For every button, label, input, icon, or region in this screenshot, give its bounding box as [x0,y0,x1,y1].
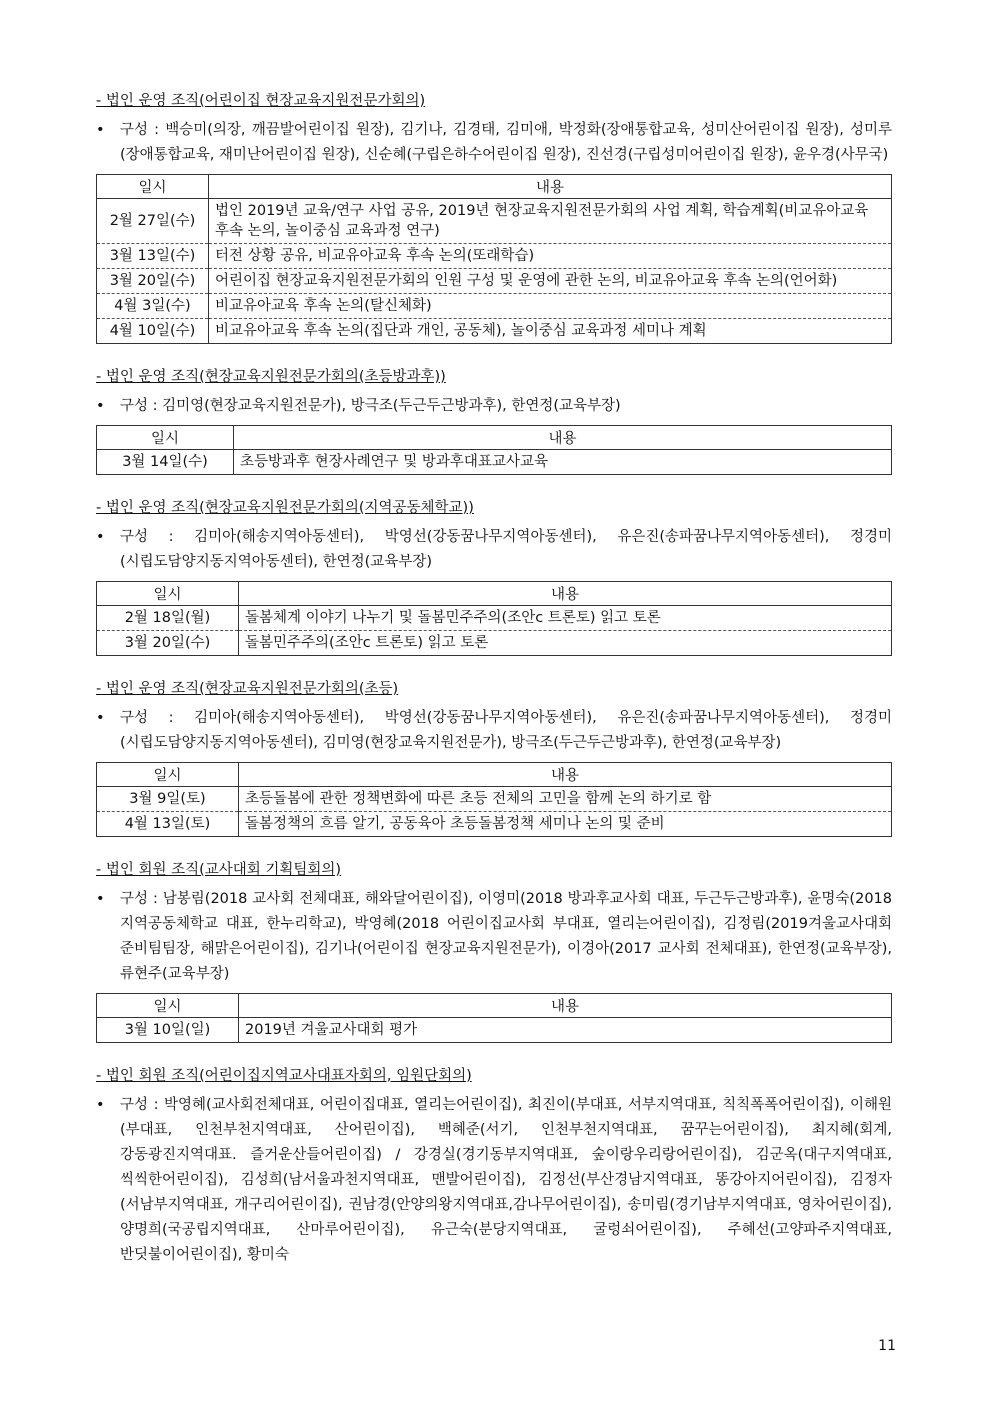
row-content: 초등방과후 현장사례연구 및 방과후대표교사교육 [240,454,548,470]
row-date: 3월 14일(수) [97,450,234,475]
table-header-row [97,582,892,606]
header-content: 내용 [209,175,892,199]
section [96,859,892,1043]
row-date: 3월 10일(일) [97,1018,239,1043]
section [96,1065,892,1268]
section [96,678,892,837]
row-date: 3월 9일(토) [97,787,239,812]
section-title: - 법인 운영 조직(현장교육지원전문가회의(지역공동체학교)) [96,500,474,516]
section [96,497,892,656]
section [96,90,892,344]
table-row [97,787,892,812]
row-content: 2019년 겨울교사대회 평가 [245,1022,418,1038]
table-header-row [97,994,892,1018]
members-list: • 구성 : 남봉림(2018 교사회 전체대표, 해와달어린이집), 이영미(2018 방과후교사회 대표, 두근두근방과후), 윤명숙(2018 지역공동체학교 대표, 한누리학교), 박영혜(2018 어린이집교사회 부대표, 열리는어린이집), 김정림(2019겨울교사대회 준비팀팀장, 해맑은어린이집), 김기나(어린이집 현장교육지원전문가), 이경아(2017 교사회 전체대표), 한연정(교육부장), 류현주(교육부장) [96,887,892,987]
header-date: 일시 [97,582,239,606]
row-content: 법인 2019년 교육/연구 사업 공유, 2019년 현장교육지원전문가회의 사업 계획, 학습계획(비교유아교육 후속 논의, 놀이중심 교육과정 연구) [209,199,892,244]
page-number: 11 [878,1338,896,1354]
row-date: 4월 10일(수) [97,319,209,344]
schedule-table [96,174,892,344]
table-row [97,294,892,319]
row-content: 터전 상황 공유, 비교유아교육 후속 논의(또래학습) [209,244,892,269]
section-title: - 법인 회원 조직(어린이집지역교사대표자회의, 임원단회의) [96,1068,472,1084]
table-header-row [97,426,892,450]
schedule-table [96,581,892,656]
row-content: 돌봄정책의 흐름 알기, 공동육아 초등돌봄정책 세미나 논의 및 준비 [245,816,665,832]
header-date: 일시 [97,175,209,199]
header-content: 내용 [234,426,892,450]
table-header-row [97,763,892,787]
section-title: - 법인 운영 조직(어린이집 현장교육지원전문가회의) [96,93,426,109]
header-content: 내용 [239,582,892,606]
table-row [97,450,892,475]
schedule-table [96,425,892,475]
header-date: 일시 [97,426,234,450]
row-date: 2월 27일(수) [97,199,209,244]
row-date: 3월 20일(수) [97,269,209,294]
row-date: 2월 18일(월) [97,606,239,631]
section [96,366,892,475]
schedule-table [96,993,892,1043]
header-content: 내용 [239,994,892,1018]
row-content: 초등돌봄에 관한 정책변화에 따른 초등 전체의 고민을 함께 논의 하기로 함 [239,787,892,812]
section-title: - 법인 운영 조직(현장교육지원전문가회의(초등방과후)) [96,369,446,385]
document-page [96,90,892,1290]
table-header-row [97,175,892,199]
section-title: - 법인 운영 조직(현장교육지원전문가회의(초등) [96,681,399,697]
members-list: • 구성 : 백승미(의장, 깨끔발어린이집 원장), 김기나, 김경태, 김미애, 박정화(장애통합교육, 성미산어린이집 원장), 성미루(장애통합교육, 재미난어린이집 원장), 신순혜(구립은하수어린이집 원장), 진선경(구립성미어린이집 원장), 윤우경(사무국) [96,118,892,168]
row-date: 4월 13일(토) [97,812,239,837]
table-row [97,631,892,656]
table-row [97,199,892,244]
table-row [97,1018,892,1043]
members-list: • 구성 : 김미영(현장교육지원전문가), 방극조(두근두근방과후), 한연정(교육부장) [96,394,892,419]
row-date: 3월 20일(수) [97,631,239,656]
table-row [97,319,892,344]
row-content: 어린이집 현장교육지원전문가회의 인원 구성 및 운영에 관한 논의, 비교유아교육 후속 논의(언어화) [209,269,892,294]
header-content: 내용 [239,763,892,787]
table-row [97,269,892,294]
table-row [97,812,892,837]
row-content: 돌봄민주주의(조안c 트론토) 읽고 토론 [245,635,489,651]
section-title: - 법인 회원 조직(교사대회 기획팀회의) [96,862,342,878]
header-date: 일시 [97,763,239,787]
row-content: 비교유아교육 후속 논의(탈신체화) [209,294,892,319]
row-content: 비교유아교육 후속 논의(집단과 개인, 공동체), 놀이중심 교육과정 세미나 계획 [215,323,707,339]
members-list: • 구성 : 박영혜(교사회전체대표, 어린이집대표, 열리는어린이집), 최진이(부대표, 서부지역대표, 칙칙폭폭어린이집), 이해원(부대표, 인천부천지역대표, 산어린이집), 백혜준(서기, 인천부천지역대표, 꿈꾸는어린이집), 최지혜(회계, 강동광진지역대표. 즐거운산들어린이집) / 강경실(경기동부지역대표, 숲이랑우리랑어린이집), 김군옥(대구지역대표, 씩씩한어린이집), 김성희(남서울과천지역대표, 맨발어린이집), 김정선(부산경남지역대표, 똥강아지어린이집), 김정자(서남부지역대표, 개구리어린이집), 권남경(안양의왕지역대표,감나무어린이집), 송미림(경기남부지역대표, 영차어린이집), 양명희(국공립지역대표, 산마루어린이집), 유근숙(분당지역대표, 굴렁쇠어린이집), 주혜선(고양파주지역대표, 반딧불이어린이집), 황미숙 [96,1093,892,1268]
schedule-table [96,762,892,837]
row-date: 3월 13일(수) [97,244,209,269]
table-row [97,606,892,631]
header-date: 일시 [97,994,239,1018]
members-list: • 구성 : 김미아(해송지역아동센터), 박영선(강동꿈나무지역아동센터), 유은진(송파꿈나무지역아동센터), 정경미(시립도담양지동지역아동센터), 한연정(교육부장) [96,525,892,575]
row-date: 4월 3일(수) [97,294,209,319]
table-row [97,244,892,269]
row-content: 돌봄체계 이야기 나누기 및 돌봄민주주의(조안c 트론토) 읽고 토론 [239,606,892,631]
members-list: • 구성 : 김미아(해송지역아동센터), 박영선(강동꿈나무지역아동센터), 유은진(송파꿈나무지역아동센터), 정경미(시립도담양지동지역아동센터), 김미영(현장교육지원전문가), 방극조(두근두근방과후), 한연정(교육부장) [96,706,892,756]
